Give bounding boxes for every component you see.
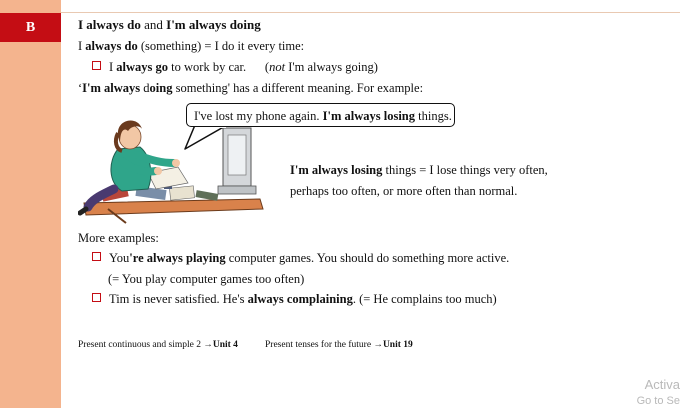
explanation-line-1: I'm always losing things = I lose things very often, xyxy=(290,163,548,177)
bullet-square-icon xyxy=(92,293,101,302)
arrow-right-icon: → xyxy=(373,340,383,350)
page-content xyxy=(78,0,678,408)
bullet-square-icon xyxy=(92,61,101,70)
section-heading: I always do and I'm always doing xyxy=(78,17,261,32)
section-badge: B xyxy=(0,13,61,42)
intro-line: ‘I'm always doing something' has a different meaning. For example: xyxy=(78,81,424,95)
example-always-playing: You're always playing computer games. You should do something more active. xyxy=(92,250,509,266)
activation-watermark-title: Activa xyxy=(644,377,680,392)
explanation-line-2: perhaps too often, or more often than normal. xyxy=(290,184,518,198)
more-examples-label: More examples: xyxy=(78,231,159,245)
arrow-right-icon: → xyxy=(203,340,213,350)
footer-link-unit-19[interactable]: Present tenses for the future →Unit 19 xyxy=(265,340,413,350)
rule-line: I always do (something) = I do it every time: xyxy=(78,39,305,53)
footer-link-unit-4[interactable]: Present continuous and simple 2 →Unit 4 xyxy=(78,340,238,350)
example-always-complaining: Tim is never satisfied. He's always complaining. (= He complains too much) xyxy=(92,291,497,307)
example-always-playing-note: (= You play computer games too often) xyxy=(108,272,305,286)
activation-watermark-subtitle: Go to Se xyxy=(636,395,680,407)
speech-bubble: I've lost my phone again. I'm always losing things. xyxy=(186,103,455,127)
example-always-go: I always go to work by car. (not I'm always going) xyxy=(92,59,378,75)
side-strip xyxy=(0,0,61,408)
bullet-square-icon xyxy=(92,252,101,261)
